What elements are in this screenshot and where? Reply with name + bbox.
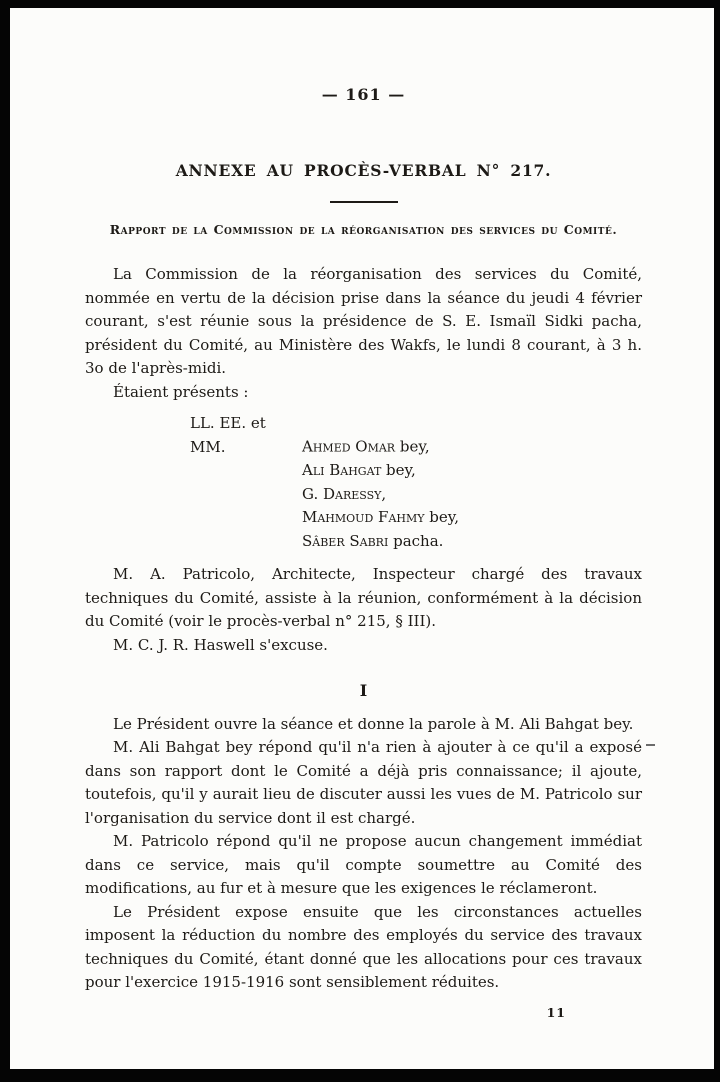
attendee-line bbox=[190, 506, 642, 530]
attendee-suffix: bey, bbox=[381, 461, 416, 479]
attendee-name: Ahmed Omar bbox=[302, 437, 396, 456]
body-paragraph: M. Ali Bahgat bey répond qu'il n'a rien à ajouter à ce qu'il a exposé dans son rapport dont le Comité a déjà pris connaissance; il ajoute, toutefois, qu'il y aurait lieu de discuter aussi les vues de M. Patricolo sur l'organisation du service dont il est chargé. bbox=[85, 738, 642, 827]
attendee-suffix: pacha. bbox=[388, 531, 444, 550]
attendee-suffix: bey, bbox=[395, 437, 430, 456]
attendee-line bbox=[190, 483, 642, 507]
page-number: — 161 — bbox=[321, 85, 406, 104]
attendee-line bbox=[190, 459, 642, 483]
attendee-name: G. Daressy bbox=[302, 484, 382, 503]
body-paragraph: M. Patricolo répond qu'il ne propose aucun changement immédiat dans ce service, mais qu'il compte soumettre au Comité des modifications, au fur et à mesure que les exigences le réclameront. bbox=[85, 832, 642, 897]
annex-title: ANNEXE AU PROCÈS-VERBAL N° 217. bbox=[175, 161, 552, 180]
attendees-list bbox=[190, 412, 642, 553]
scan-artifact-dash bbox=[646, 744, 655, 746]
page-content bbox=[10, 85, 714, 1024]
section-heading: I bbox=[359, 681, 368, 700]
attendee-name: Ali Bahgat bbox=[302, 461, 382, 479]
title-rule bbox=[330, 201, 398, 203]
intro-paragraph: La Commission de la réorganisation des services du Comité, nommée en vertu de la décision prise dans la séance du jeudi 4 février courant, s'est réunie sous la présidence de S. E. Ismaïl Sidki pacha, président du Comité, au Ministère des Wakfs, le lundi 8 courant, à 3 h. 3o de l'après-midi. bbox=[85, 265, 642, 377]
attendee-name: Mahmoud Fahmy bbox=[302, 508, 425, 526]
scanned-page bbox=[10, 8, 714, 1069]
body-paragraph: Le Président expose ensuite que les circonstances actuelles imposent la réduction du nombre des employés du service des travaux techniques du Comité, étant donné que les allocations pour ces travaux pour l'exercice 1915-1916 sont sensiblement réduites. bbox=[85, 902, 642, 991]
body-paragraph: Le Président ouvre la séance et donne la parole à M. Ali Bahgat bey. bbox=[113, 714, 634, 733]
attendee-line bbox=[190, 412, 642, 459]
body-paragraph: M. C. J. R. Haswell s'excuse. bbox=[113, 635, 328, 654]
attendee-suffix: bey, bbox=[424, 508, 460, 526]
attendee-suffix: , bbox=[381, 484, 387, 503]
presents-line: Étaient présents : bbox=[113, 382, 249, 401]
document-body bbox=[85, 263, 642, 1024]
signature-mark: 11 bbox=[546, 1004, 566, 1020]
attendee-name: Sâber Sabri bbox=[302, 531, 389, 550]
body-paragraph: M. A. Patricolo, Architecte, Inspecteur chargé des travaux techniques du Comité, assiste à la réunion, conformément à la décision du Comité (voir le procès-verbal n° 215, § III). bbox=[85, 565, 642, 630]
attendee-prefix: LL. EE. et MM. bbox=[190, 414, 266, 456]
attendee-line bbox=[190, 530, 642, 554]
report-subtitle: Rapport de la Commission de la réorganisation des services du Comité. bbox=[109, 222, 618, 237]
